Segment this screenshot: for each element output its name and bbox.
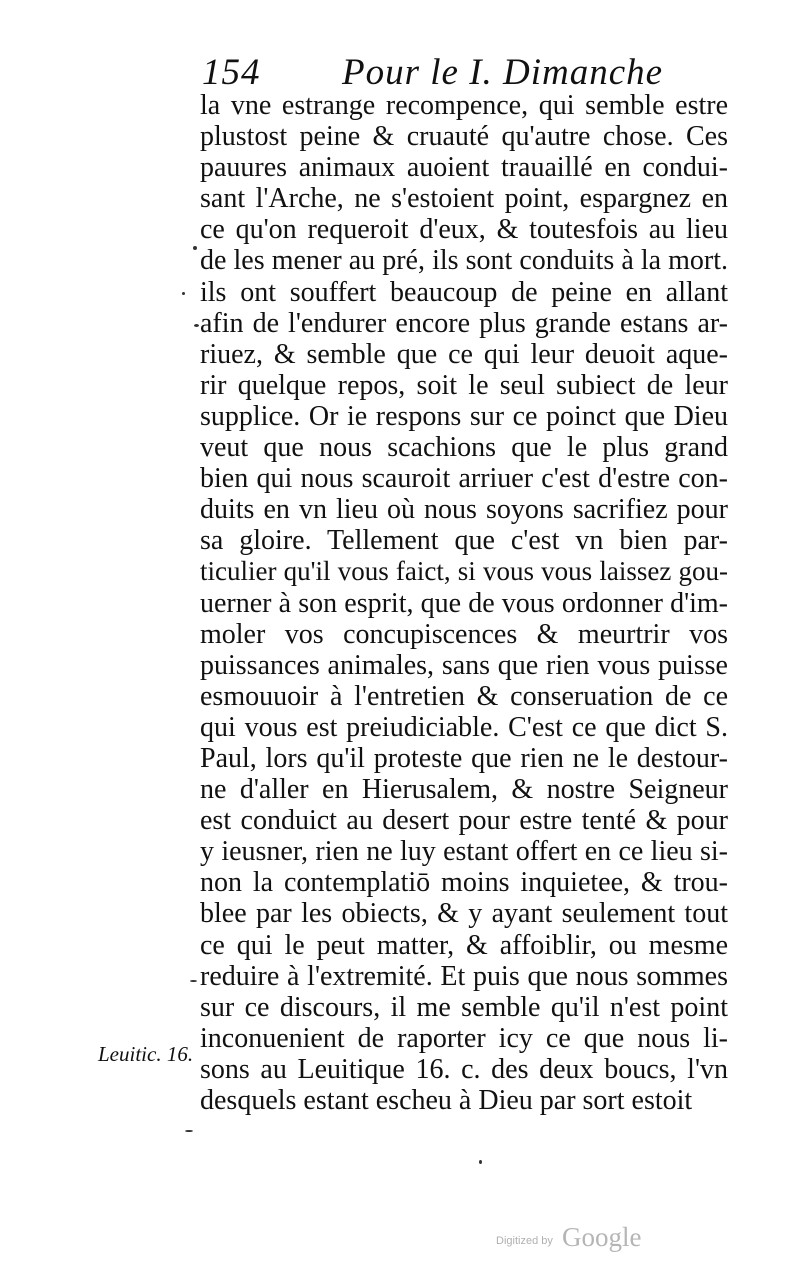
text-line: y ieusner, rien ne luy estant offert en ce lieu si- (200, 836, 728, 868)
text-line: Paul, lors qu'il proteste que rien ne le destour- (200, 742, 728, 774)
text-line: sa gloire. Tellement que c'est vn bien par- (200, 525, 728, 557)
text-line: esmouuoir à l'entretien & conseruation de ce (200, 680, 728, 712)
body-text (200, 90, 728, 1116)
text-line: moler vos concupiscences & meurtrir vos (200, 618, 728, 650)
text-line: blee par les obiects, & y ayant seulement tout (200, 898, 728, 930)
text-line: sons au Leuitique 16. c. des deux boucs, l'vn (200, 1053, 728, 1085)
ink-speck (193, 246, 197, 250)
text-line: ils ont souffert beaucoup de peine en allant (200, 276, 728, 308)
text-line: non la contemplatiō moins inquietee, & trou- (200, 867, 728, 899)
text-line: desquels estant escheu à Dieu par sort estoit (200, 1085, 693, 1116)
ink-speck (194, 324, 199, 327)
text-line: ne d'aller en Hierusalem, & nostre Seigneur (200, 774, 728, 806)
text-line: qui vous est preiudiciable. C'est ce que dict S. (200, 711, 728, 743)
text-line: est conduict au desert pour estre tenté & pour (200, 805, 728, 837)
text-line: ce qui le peut matter, & affoiblir, ou mesme (200, 929, 728, 961)
margin-note: Leuitic. 16. (98, 1042, 194, 1066)
ink-speck (479, 1160, 482, 1164)
text-line: sur ce discours, il me semble qu'il n'est point (200, 991, 728, 1023)
text-line: duits en vn lieu où nous soyons sacrifiez pour (200, 494, 728, 526)
text-line: de les mener au pré, ils sont conduits à la mort. (200, 245, 728, 277)
text-line: supplice. Or ie respons sur ce poinct que Dieu (200, 400, 728, 432)
page-number: 154 (202, 52, 261, 93)
text-line: la vne estrange recompence, qui semble estre (200, 90, 728, 121)
text-line: inconuenient de raporter icy ce que nous li- (200, 1022, 728, 1054)
google-logo: Google (562, 1222, 642, 1252)
text-line: ce qu'on requeroit d'eux, & toutesfois au lieu (200, 214, 728, 246)
text-line: bien qui nous scauroit arriuer c'est d'estre con- (200, 463, 728, 495)
ink-speck (182, 292, 185, 295)
text-line: afin de l'endurer encore plus grande estans ar- (200, 307, 728, 339)
text-line: sant l'Arche, ne s'estoient point, espargnez en (200, 183, 728, 215)
text-line: riuez, & semble que ce qui leur deuoit aque- (200, 338, 728, 370)
text-line: rir quelque repos, soit le seul subiect de leur (200, 369, 728, 401)
text-line: reduire à l'extremité. Et puis que nous sommes (200, 960, 728, 992)
running-head: Pour le I. Dimanche (342, 52, 664, 93)
ink-speck (185, 1130, 193, 1132)
text-line: puissances animales, sans que rien vous puisse (200, 649, 728, 681)
text-line: ticulier qu'il vous faict, si vous vous laissez gou- (200, 556, 728, 587)
ink-speck (190, 980, 197, 982)
digitized-by-label: Digitized by (496, 1235, 553, 1247)
text-line: pauures animaux auoient trauaillé en condui- (200, 152, 728, 184)
text-line: plustost peine & cruauté qu'autre chose. Ces (200, 121, 728, 153)
text-line: veut que nous scachions que le plus grand (200, 432, 728, 464)
digitization-watermark (496, 1222, 666, 1256)
text-line: uerner à son esprit, que de vous ordonner d'im- (200, 587, 728, 619)
